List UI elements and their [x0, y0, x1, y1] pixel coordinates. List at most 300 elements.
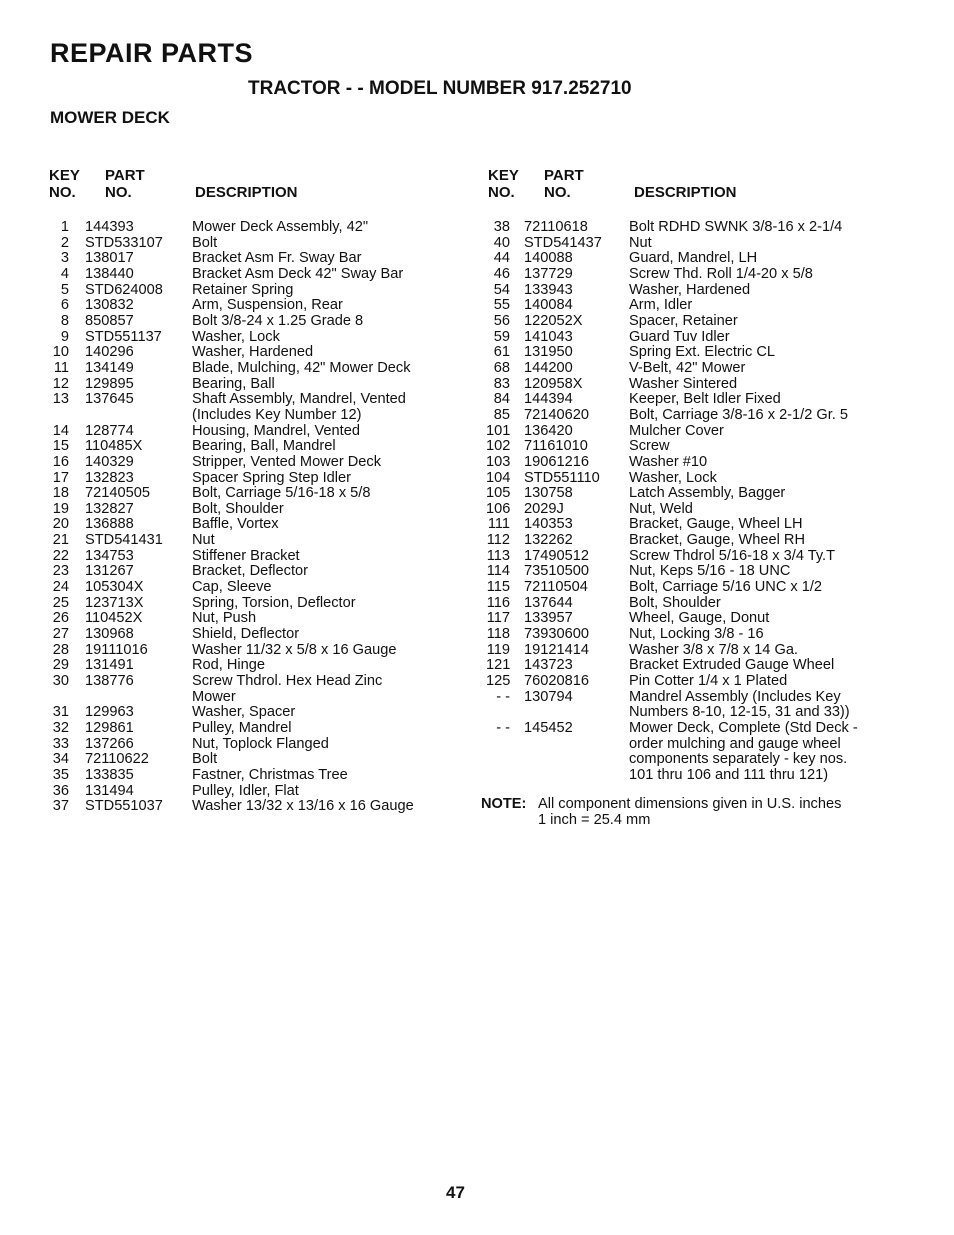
part-description: Housing, Mandrel, Vented [192, 422, 360, 439]
part-number: 129963 [85, 704, 134, 721]
parts-list-right [486, 220, 906, 784]
table-row [47, 267, 467, 283]
key-number: 5 [60, 281, 69, 298]
part-description: Washer, Spacer [192, 704, 296, 721]
parts-list-left [47, 220, 467, 815]
table-row [486, 283, 906, 299]
part-number: 141043 [524, 328, 573, 345]
part-number: 144393 [85, 219, 134, 235]
key-number: 46 [493, 265, 510, 282]
key-number: 37 [52, 798, 69, 815]
key-number: 54 [493, 281, 510, 298]
part-number: 132262 [524, 532, 573, 549]
part-description: Bolt, Shoulder [629, 594, 721, 611]
part-number: STD533107 [85, 234, 163, 251]
part-description: Stripper, Vented Mower Deck [192, 453, 381, 470]
part-description: Bracket, Deflector [192, 563, 308, 580]
table-row [486, 564, 906, 580]
part-description: Screw Thdrol. Hex Head Zinc [192, 673, 383, 690]
part-description: Bolt, Carriage 5/16-18 x 5/8 [192, 485, 371, 502]
part-description: Bracket Asm Deck 42" Sway Bar [192, 265, 404, 282]
key-number: 56 [493, 312, 510, 329]
part-description: Bolt RDHD SWNK 3/8-16 x 2-1/4 [629, 219, 843, 235]
key-number: 102 [486, 438, 511, 455]
part-description: Nut [629, 234, 652, 251]
part-description: Washer 11/32 x 5/8 x 16 Gauge [192, 641, 397, 658]
part-description: Washer 13/32 x 13/16 x 16 Gauge [192, 798, 414, 815]
part-header-line1: PART [105, 167, 145, 184]
key-number: 61 [493, 344, 510, 361]
part-description: Rod, Hinge [192, 657, 266, 674]
part-description: Bracket Asm Fr. Sway Bar [192, 250, 362, 267]
table-row [47, 455, 467, 471]
part-description: Spring, Torsion, Deflector [192, 594, 356, 611]
part-description: Blade, Mulching, 42" Mower Deck [192, 359, 411, 376]
table-row [47, 424, 467, 440]
table-row [486, 690, 906, 721]
table-row [486, 611, 906, 627]
table-header [486, 168, 906, 204]
table-row [486, 471, 906, 487]
table-row [47, 377, 467, 393]
key-number: 121 [486, 657, 511, 674]
part-number: 134753 [85, 547, 134, 564]
part-description: Washer, Lock [192, 328, 280, 345]
key-number: 116 [486, 594, 510, 611]
part-number: 123713X [85, 594, 144, 611]
key-number: 24 [52, 579, 69, 596]
part-number: 140329 [85, 453, 134, 470]
key-number: 10 [52, 344, 69, 361]
table-row [47, 596, 467, 612]
part-number: 120958X [524, 375, 583, 392]
part-description: Arm, Suspension, Rear [192, 297, 343, 314]
table-row [47, 580, 467, 596]
part-description: Washer, Lock [629, 469, 717, 486]
part-description: Bracket, Gauge, Wheel RH [629, 532, 806, 549]
table-row [47, 564, 467, 580]
table-header [47, 168, 467, 204]
part-description: Retainer Spring [192, 281, 294, 298]
part-number: STD551137 [85, 328, 162, 345]
part-number: 131494 [85, 782, 134, 799]
table-row [47, 643, 467, 659]
key-number: 27 [52, 626, 69, 643]
key-number: 14 [52, 422, 69, 439]
table-row [486, 486, 906, 502]
parts-table-right [486, 168, 906, 784]
part-number: 72110622 [85, 751, 149, 768]
part-description: Bolt [192, 751, 218, 768]
table-row [486, 455, 906, 471]
key-number: 13 [52, 391, 69, 408]
part-description: (Includes Key Number 12) [192, 406, 362, 423]
part-number: 138776 [85, 673, 134, 690]
part-number: 140296 [85, 344, 134, 361]
part-number: STD551110 [524, 469, 600, 486]
table-row [47, 517, 467, 533]
table-row [47, 502, 467, 518]
dimensions-note [481, 796, 842, 828]
table-row [47, 784, 467, 800]
table-row [486, 580, 906, 596]
table-row [47, 549, 467, 565]
key-number: 26 [52, 610, 69, 627]
part-description: Bolt [192, 234, 218, 251]
key-header-line2: NO. [488, 184, 515, 201]
part-description: Wheel, Gauge, Donut [629, 610, 770, 627]
table-row [47, 658, 467, 674]
key-number: 17 [52, 469, 69, 486]
part-description: Screw Thd. Roll 1/4-20 x 5/8 [629, 265, 813, 282]
key-number: 29 [52, 657, 69, 674]
part-description: Spring Ext. Electric CL [629, 344, 775, 361]
parts-table-left [47, 168, 467, 815]
part-description: Washer, Hardened [192, 344, 314, 361]
part-number: 131950 [524, 344, 573, 361]
key-number: 33 [52, 735, 69, 752]
part-number: 134149 [85, 359, 134, 376]
part-number: 110485X [85, 438, 143, 455]
part-number: 72110618 [524, 219, 588, 235]
table-row [47, 314, 467, 330]
part-description: Cap, Sleeve [192, 579, 272, 596]
page-title: REPAIR PARTS [50, 38, 254, 68]
key-number: 21 [52, 532, 69, 549]
part-number: 129861 [85, 720, 134, 736]
key-header-line1: KEY [49, 167, 80, 184]
part-description: Nut, Keps 5/16 - 18 UNC [629, 563, 791, 580]
note-label: NOTE: [481, 796, 527, 812]
part-number: 136420 [524, 422, 573, 439]
key-number: 113 [486, 547, 510, 564]
part-number: 76020816 [524, 673, 589, 690]
part-description: Mower Deck Assembly, 42" [192, 219, 369, 235]
part-description: Washer, Hardened [629, 281, 751, 298]
part-description: Shaft Assembly, Mandrel, Vented [192, 391, 406, 408]
key-number: 117 [486, 610, 510, 627]
part-description: Bolt 3/8-24 x 1.25 Grade 8 [192, 312, 364, 329]
key-number: 103 [486, 453, 511, 470]
table-row [47, 533, 467, 549]
part-number: 850857 [85, 312, 134, 329]
part-description: Shield, Deflector [192, 626, 300, 643]
part-description: Guard Tuv Idler [629, 328, 730, 345]
key-number: 16 [52, 453, 69, 470]
part-description: Latch Assembly, Bagger [629, 485, 786, 502]
table-row [486, 596, 906, 612]
key-number: 105 [486, 485, 511, 502]
part-number: STD541431 [85, 532, 163, 549]
key-number: 38 [493, 219, 510, 235]
table-row [47, 768, 467, 784]
part-number: 133957 [524, 610, 573, 627]
key-number: 114 [486, 563, 510, 580]
part-description: Washer Sintered [629, 375, 738, 392]
table-row [47, 737, 467, 753]
part-number: STD551037 [85, 798, 163, 815]
key-number: 30 [52, 673, 69, 690]
part-number: 110452X [85, 610, 143, 627]
table-row [486, 220, 906, 236]
part-number: 72140505 [85, 485, 150, 502]
part-number: 131491 [85, 657, 134, 674]
key-number: 18 [52, 485, 69, 502]
table-row [47, 674, 467, 705]
key-number: 22 [52, 547, 69, 564]
part-number: 136888 [85, 516, 134, 533]
part-description: 101 thru 106 and 111 thru 121) [629, 766, 829, 783]
part-number: 143723 [524, 657, 573, 674]
key-number: 55 [493, 297, 510, 314]
part-number: 130968 [85, 626, 134, 643]
part-header-line1: PART [544, 167, 584, 184]
part-number: 132827 [85, 500, 134, 517]
table-row [486, 392, 906, 408]
part-description: Bolt, Shoulder [192, 500, 284, 517]
table-row [486, 267, 906, 283]
part-header-line2: NO. [544, 184, 571, 201]
part-number: 122052X [524, 312, 583, 329]
table-row [47, 611, 467, 627]
part-number: 19111016 [85, 641, 148, 658]
table-row [486, 658, 906, 674]
key-number: 31 [52, 704, 69, 721]
key-number: - - [496, 688, 510, 705]
table-row [47, 220, 467, 236]
part-number: 130794 [524, 688, 573, 705]
key-number: 40 [493, 234, 510, 251]
key-number: 84 [493, 391, 510, 408]
part-description: Pin Cotter 1/4 x 1 Plated [629, 673, 788, 690]
key-header-line1: KEY [488, 167, 519, 184]
key-number: 25 [52, 594, 69, 611]
section-heading: MOWER DECK [50, 108, 170, 127]
table-row [486, 643, 906, 659]
part-number: 129895 [85, 375, 134, 392]
key-number: 112 [486, 532, 510, 549]
key-number: 1 [60, 219, 69, 235]
key-number: 118 [486, 626, 510, 643]
note-line1: All component dimensions given in U.S. inches [538, 796, 842, 812]
key-number: 115 [486, 579, 510, 596]
table-row [486, 345, 906, 361]
part-description: Washer #10 [629, 453, 708, 470]
part-number: 71161010 [524, 438, 588, 455]
part-description: Keeper, Belt Idler Fixed [629, 391, 781, 408]
table-row [486, 517, 906, 533]
key-number: 6 [60, 297, 69, 314]
part-number: 140088 [524, 250, 573, 267]
table-row [47, 721, 467, 737]
key-number: 4 [60, 265, 69, 282]
key-number: 9 [60, 328, 69, 345]
key-number: 83 [493, 375, 510, 392]
key-header-line2: NO. [49, 184, 76, 201]
table-row [47, 236, 467, 252]
note-line2: 1 inch = 25.4 mm [538, 812, 651, 828]
part-description: Screw [629, 438, 670, 455]
part-number: 138017 [85, 250, 134, 267]
key-number: 119 [486, 641, 510, 658]
key-number: 23 [52, 563, 69, 580]
part-number: STD624008 [85, 281, 163, 298]
key-number: 3 [60, 250, 69, 267]
key-number: 104 [486, 469, 511, 486]
part-description: Bracket Extruded Gauge Wheel [629, 657, 835, 674]
table-row [47, 345, 467, 361]
part-description: Bolt, Carriage 5/16 UNC x 1/2 [629, 579, 823, 596]
part-number: 137645 [85, 391, 134, 408]
table-row [47, 392, 467, 423]
key-number: 85 [493, 406, 510, 423]
table-row [486, 236, 906, 252]
table-row [47, 471, 467, 487]
part-description: Bearing, Ball [192, 375, 275, 392]
part-description: Nut [192, 532, 215, 549]
table-row [47, 330, 467, 346]
part-number: 72110504 [524, 579, 588, 596]
part-number: 132823 [85, 469, 134, 486]
table-row [47, 251, 467, 267]
key-number: 15 [52, 438, 69, 455]
key-number: 32 [52, 720, 69, 736]
part-number: 137729 [524, 265, 573, 282]
part-number: 19061216 [524, 453, 589, 470]
part-header-line2: NO. [105, 184, 132, 201]
key-number: 19 [52, 500, 69, 517]
part-description: Stiffener Bracket [192, 547, 300, 564]
part-number: STD541437 [524, 234, 602, 251]
key-number: 28 [52, 641, 69, 658]
key-number: 106 [486, 500, 511, 517]
table-row [47, 627, 467, 643]
table-row [47, 799, 467, 815]
table-row [47, 486, 467, 502]
part-number: 133835 [85, 766, 134, 783]
part-number: 131267 [85, 563, 134, 580]
table-row [486, 533, 906, 549]
part-number: 73510500 [524, 563, 589, 580]
part-number: 19121414 [524, 641, 589, 658]
part-description: Nut, Weld [629, 500, 693, 517]
part-description: Bracket, Gauge, Wheel LH [629, 516, 803, 533]
part-description: Spacer, Retainer [629, 312, 738, 329]
part-number: 73930600 [524, 626, 589, 643]
table-row [486, 674, 906, 690]
table-row [486, 721, 906, 784]
part-description: Baffle, Vortex [192, 516, 279, 533]
key-number: 101 [486, 422, 511, 439]
part-description: Mower [192, 688, 236, 705]
page-number: 47 [446, 1183, 465, 1202]
part-number: 137266 [85, 735, 134, 752]
part-description: Pulley, Mandrel [192, 720, 292, 736]
part-number: 144200 [524, 359, 573, 376]
part-description: Mulcher Cover [629, 422, 724, 439]
part-number: 105304X [85, 579, 144, 596]
part-number: 140084 [524, 297, 573, 314]
table-row [486, 377, 906, 393]
part-number: 130832 [85, 297, 134, 314]
table-row [486, 627, 906, 643]
table-row [486, 361, 906, 377]
part-number: 137644 [524, 594, 573, 611]
table-row [486, 330, 906, 346]
key-number: 20 [52, 516, 69, 533]
key-number: 44 [493, 250, 510, 267]
table-row [47, 361, 467, 377]
table-row [47, 298, 467, 314]
key-number: 59 [493, 328, 510, 345]
part-number: 72140620 [524, 406, 589, 423]
key-number: 2 [60, 234, 69, 251]
table-row [486, 251, 906, 267]
part-description: V-Belt, 42" Mower [629, 359, 746, 376]
key-number: 35 [52, 766, 69, 783]
model-subtitle: TRACTOR - - MODEL NUMBER 917.252710 [248, 78, 632, 99]
description-header: DESCRIPTION [195, 184, 298, 201]
table-row [486, 424, 906, 440]
description-header: DESCRIPTION [634, 184, 737, 201]
part-number: 128774 [85, 422, 134, 439]
part-description: Fastner, Christmas Tree [192, 766, 348, 783]
part-description: Mower Deck, Complete (Std Deck - [629, 720, 858, 736]
part-number: 133943 [524, 281, 573, 298]
table-row [486, 439, 906, 455]
key-number: 12 [52, 375, 69, 392]
part-description: Arm, Idler [629, 297, 693, 314]
table-row [47, 283, 467, 299]
table-row [486, 408, 906, 424]
part-description: Bolt, Carriage 3/8-16 x 2-1/2 Gr. 5 [629, 406, 849, 423]
key-number: - - [496, 720, 510, 736]
table-row [486, 549, 906, 565]
table-row [486, 298, 906, 314]
part-description: order mulching and gauge wheel [629, 735, 841, 752]
key-number: 11 [53, 359, 69, 376]
part-description: Mandrel Assembly (Includes Key [629, 688, 841, 705]
key-number: 111 [487, 516, 510, 533]
part-description: components separately - key nos. [629, 751, 848, 768]
part-number: 145452 [524, 720, 573, 736]
part-number: 144394 [524, 391, 573, 408]
part-number: 17490512 [524, 547, 589, 564]
part-number: 130758 [524, 485, 573, 502]
part-description: Washer 3/8 x 7/8 x 14 Ga. [629, 641, 798, 658]
part-description: Pulley, Idler, Flat [192, 782, 299, 799]
key-number: 34 [52, 751, 69, 768]
part-description: Guard, Mandrel, LH [629, 250, 758, 267]
key-number: 36 [52, 782, 69, 799]
table-row [47, 752, 467, 768]
table-row [47, 705, 467, 721]
key-number: 68 [493, 359, 510, 376]
part-description: Nut, Push [192, 610, 257, 627]
part-number: 138440 [85, 265, 134, 282]
table-row [486, 502, 906, 518]
key-number: 125 [486, 673, 511, 690]
part-description: Spacer Spring Step Idler [192, 469, 351, 486]
part-description: Numbers 8-10, 12-15, 31 and 33)) [629, 704, 850, 721]
part-description: Nut, Toplock Flanged [192, 735, 329, 752]
part-number: 2029J [524, 500, 564, 517]
part-description: Nut, Locking 3/8 - 16 [629, 626, 764, 643]
part-number: 140353 [524, 516, 573, 533]
part-description: Bearing, Ball, Mandrel [192, 438, 336, 455]
part-description: Screw Thdrol 5/16-18 x 3/4 Ty.T [629, 547, 836, 564]
table-row [486, 314, 906, 330]
